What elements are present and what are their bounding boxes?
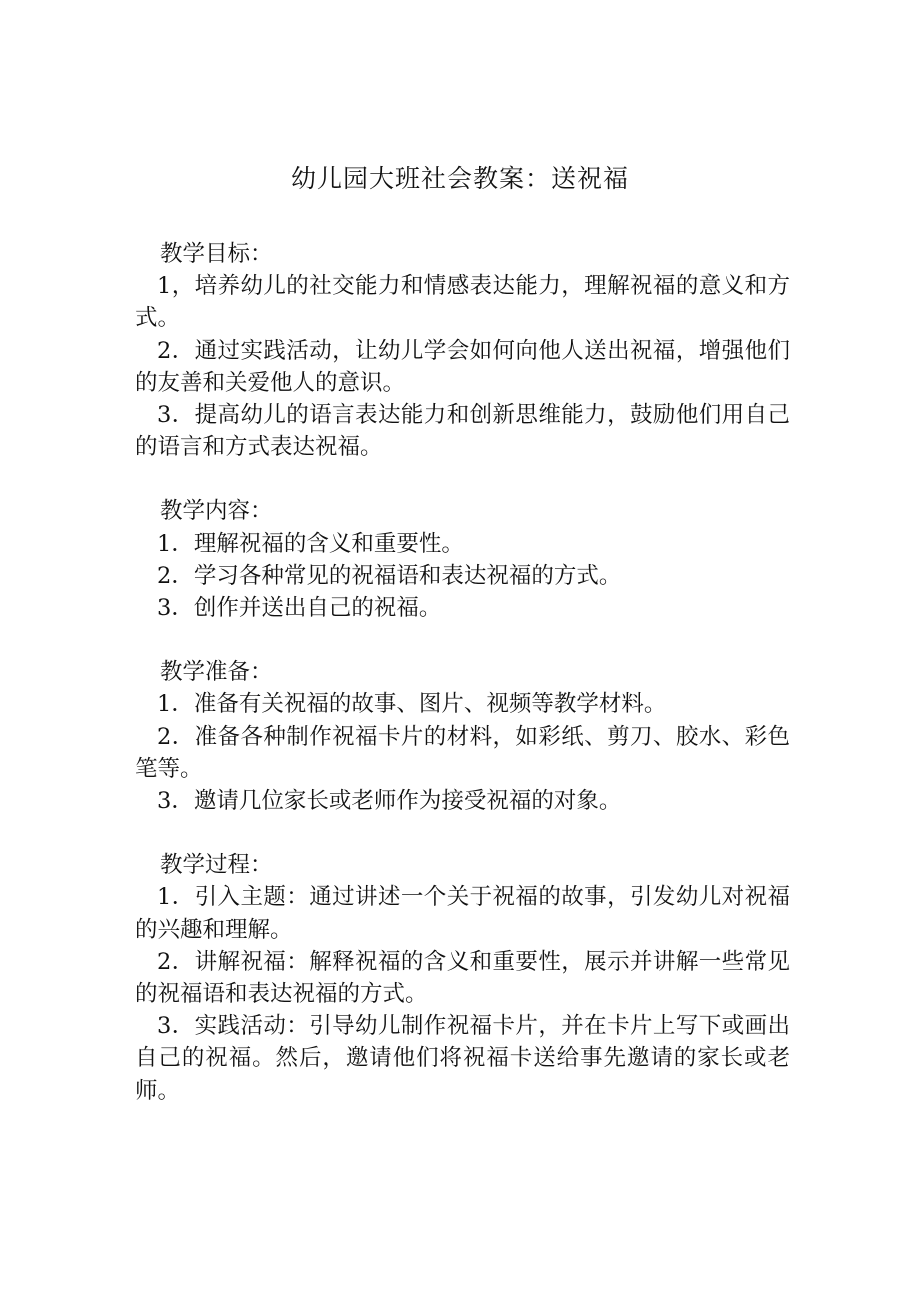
section-content xyxy=(135,495,790,624)
list-item: 3．实践活动：引导幼儿制作祝福卡片，并在卡片上写下或画出自己的祝福。然后，邀请他们将祝福卡送给事先邀请的家长或老师。 xyxy=(135,1013,790,1104)
section-heading: 教学准备： xyxy=(160,659,273,686)
document-body xyxy=(135,238,790,1107)
list-item: 1，培养幼儿的社交能力和情感表达能力，理解祝福的意义和方式。 xyxy=(135,273,790,332)
section-heading: 教学目标： xyxy=(160,241,273,267)
list-item: 1．引入主题：通过讲述一个关于祝福的故事，引发幼儿对祝福的兴趣和理解。 xyxy=(135,884,790,943)
section-process xyxy=(135,849,790,1107)
list-item: 3．提高幼儿的语言表达能力和创新思维能力，鼓励他们用自己的语言和方式表达祝福。 xyxy=(135,402,790,461)
list-item: 2．准备各种制作祝福卡片的材料，如彩纸、剪刀、胶水、彩色笔等。 xyxy=(135,723,790,782)
section-spacer xyxy=(135,624,790,656)
section-spacer xyxy=(135,817,790,849)
section-preparation xyxy=(135,656,790,817)
section-heading: 教学内容： xyxy=(160,498,273,525)
document-title: 幼儿园大班社会教案：送祝福 xyxy=(290,164,629,193)
list-item: 1．准备有关祝福的故事、图片、视频等教学材料。 xyxy=(157,691,667,718)
list-item: 3．邀请几位家长或老师作为接受祝福的对象。 xyxy=(157,788,622,815)
list-item: 2．讲解祝福：解释祝福的含义和重要性，展示并讲解一些常见的祝福语和表达祝福的方式。 xyxy=(135,948,790,1008)
list-item: 3．创作并送出自己的祝福。 xyxy=(157,595,442,622)
list-item: 2．学习各种常见的祝福语和表达祝福的方式。 xyxy=(157,562,622,589)
list-item: 1．理解祝福的含义和重要性。 xyxy=(157,530,464,557)
list-item: 2．通过实践活动，让幼儿学会如何向他人送出祝福，增强他们的友善和关爱他人的意识。 xyxy=(135,337,790,396)
section-spacer xyxy=(135,463,790,495)
section-objectives xyxy=(135,238,790,463)
section-heading: 教学过程： xyxy=(160,852,273,879)
